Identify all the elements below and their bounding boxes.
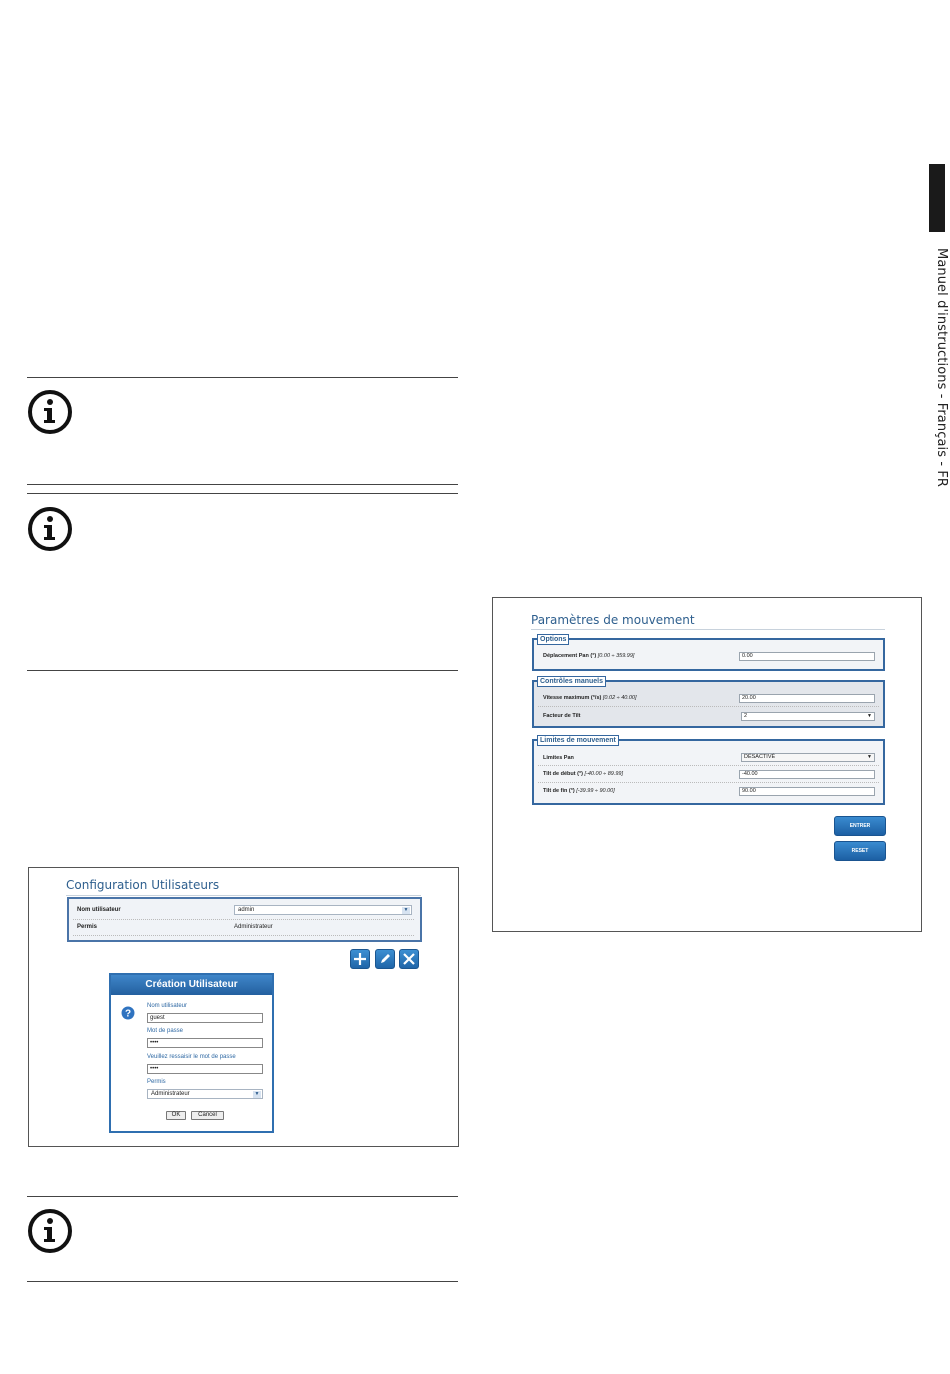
permission-select-value: Administrateur (151, 1091, 190, 1097)
permission-label: Permis (77, 924, 98, 930)
pan-offset-label-text: Déplacement Pan (°) (543, 653, 597, 659)
username-label: Nom utilisateur (77, 907, 121, 913)
user-config-screenshot (28, 867, 459, 1147)
pencil-icon (376, 950, 394, 968)
add-user-button[interactable] (350, 949, 370, 969)
note-bottom-rule (27, 670, 458, 671)
chevron-down-icon: ▼ (867, 754, 872, 760)
note-top-rule (27, 377, 458, 378)
permission-select[interactable] (147, 1089, 263, 1099)
info-icon (27, 1208, 73, 1254)
info-icon (27, 389, 73, 435)
tilt-start-input[interactable]: -40.00 (739, 770, 875, 779)
manual-controls-fieldset (532, 680, 885, 728)
row-divider (73, 935, 414, 936)
pan-offset-input[interactable]: 0.00 (739, 652, 875, 661)
movement-limits-legend: Limites de mouvement (537, 735, 619, 746)
pan-limits-value: DÉSACTIVÉ (744, 754, 776, 760)
create-user-dialog (109, 973, 274, 1133)
note-bottom-rule (27, 1281, 458, 1282)
options-legend: Options (537, 634, 569, 645)
username-field[interactable]: guest (147, 1013, 263, 1023)
tilt-end-label (543, 788, 615, 794)
pan-limits-select[interactable] (741, 753, 875, 762)
note-top-rule (27, 1196, 458, 1197)
permission-field-label: Permis (147, 1079, 166, 1085)
max-speed-range: [0.02 ÷ 40.00] (602, 695, 637, 701)
title-underline (531, 629, 885, 630)
tilt-factor-label: Facteur de Tilt (543, 713, 581, 719)
pan-offset-range: [0.00 ÷ 359.99] (597, 653, 635, 659)
cancel-button[interactable]: Cancel (191, 1111, 224, 1120)
username-field-label: Nom utilisateur (147, 1003, 188, 1009)
pan-limits-label: Limites Pan (543, 755, 574, 761)
question-icon (121, 1006, 135, 1020)
confirm-password-field[interactable]: •••• (147, 1064, 263, 1074)
tilt-end-range: [-39.99 ÷ 90.00] (576, 788, 615, 794)
user-config-title: Configuration Utilisateurs (66, 878, 220, 892)
tilt-start-label-text: Tilt de début (°) (543, 771, 583, 777)
password-field[interactable]: •••• (147, 1038, 263, 1048)
title-underline (66, 895, 421, 896)
user-table (67, 897, 422, 942)
chevron-down-icon: ▼ (867, 713, 872, 719)
max-speed-input[interactable]: 20.00 (739, 694, 875, 703)
info-icon (27, 506, 73, 552)
tilt-start-label (543, 771, 623, 777)
ok-button[interactable]: OK (166, 1111, 186, 1120)
movement-title: Paramètres de mouvement (531, 613, 695, 627)
svg-text:?: ? (124, 1008, 132, 1020)
permission-value: Administrateur (234, 924, 273, 930)
movement-limits-fieldset (532, 739, 885, 805)
reset-button[interactable]: RESET (834, 841, 886, 861)
tilt-factor-select[interactable] (741, 712, 875, 721)
chevron-down-icon: ▼ (403, 907, 409, 913)
manual-language-label: Manuel d'instructions - Français - FR (934, 248, 949, 488)
tilt-factor-value: 2 (744, 713, 748, 719)
password-field-label: Mot de passe (147, 1028, 184, 1034)
username-select-value: admin (238, 907, 255, 913)
row-divider (73, 919, 414, 920)
tilt-start-range: [-40.00 ÷ 89.99] (584, 771, 624, 777)
confirm-password-label: Veuillez ressaisir le mot de passe (147, 1054, 236, 1060)
max-speed-label-text: Vitesse maximum (°/s) (543, 695, 602, 701)
note-top-rule (27, 493, 458, 494)
username-select[interactable] (234, 905, 412, 915)
dialog-title: Création Utilisateur (111, 975, 272, 995)
movement-screenshot (492, 597, 922, 932)
row-divider (538, 706, 879, 707)
note-bottom-rule (27, 484, 458, 485)
tilt-end-label-text: Tilt de fin (°) (543, 788, 575, 794)
manual-controls-legend: Contrôles manuels (537, 676, 606, 687)
enter-button[interactable]: ENTRER (834, 816, 886, 836)
tilt-end-input[interactable]: 90.00 (739, 787, 875, 796)
edit-user-button[interactable] (375, 949, 395, 969)
max-speed-label (543, 695, 637, 701)
pan-offset-label (543, 653, 634, 659)
options-fieldset (532, 638, 885, 671)
plus-icon (351, 950, 369, 968)
row-divider (538, 765, 879, 766)
side-tab-marker (929, 164, 945, 232)
close-icon (400, 950, 418, 968)
chevron-down-icon: ▼ (254, 1091, 260, 1097)
delete-user-button[interactable] (399, 949, 419, 969)
row-divider (538, 782, 879, 783)
